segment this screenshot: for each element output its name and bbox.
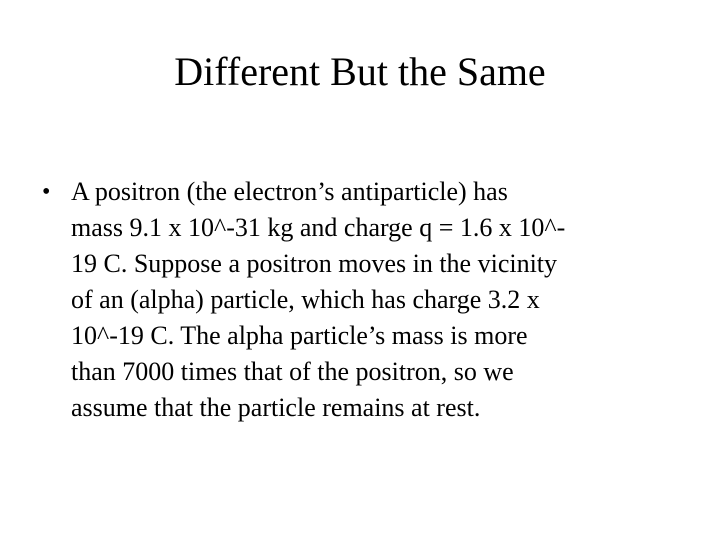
bullet-text-line-3: 19 C. Suppose a positron moves in the vicinity — [71, 249, 558, 278]
bullet-text-line-6: than 7000 times that of the positron, so we — [71, 357, 514, 386]
slide-title: Different But the Same — [174, 49, 546, 94]
bullet-list — [42, 174, 702, 426]
bullet-text-line-2: mass 9.1 x 10^-31 kg and charge q = 1.6 x 10^- — [71, 213, 566, 242]
bullet-text-line-7: assume that the particle remains at rest. — [71, 393, 481, 422]
bullet-item — [42, 174, 702, 426]
bullet-text — [71, 174, 702, 426]
bullet-text-line-5: 10^-19 C. The alpha particle’s mass is more — [71, 321, 528, 350]
bullet-text-line-1: A positron (the electron’s antiparticle) has — [71, 177, 508, 206]
bullet-text-line-4: of an (alpha) particle, which has charge 3.2 x — [71, 285, 540, 314]
bullet-marker: • — [42, 179, 51, 205]
